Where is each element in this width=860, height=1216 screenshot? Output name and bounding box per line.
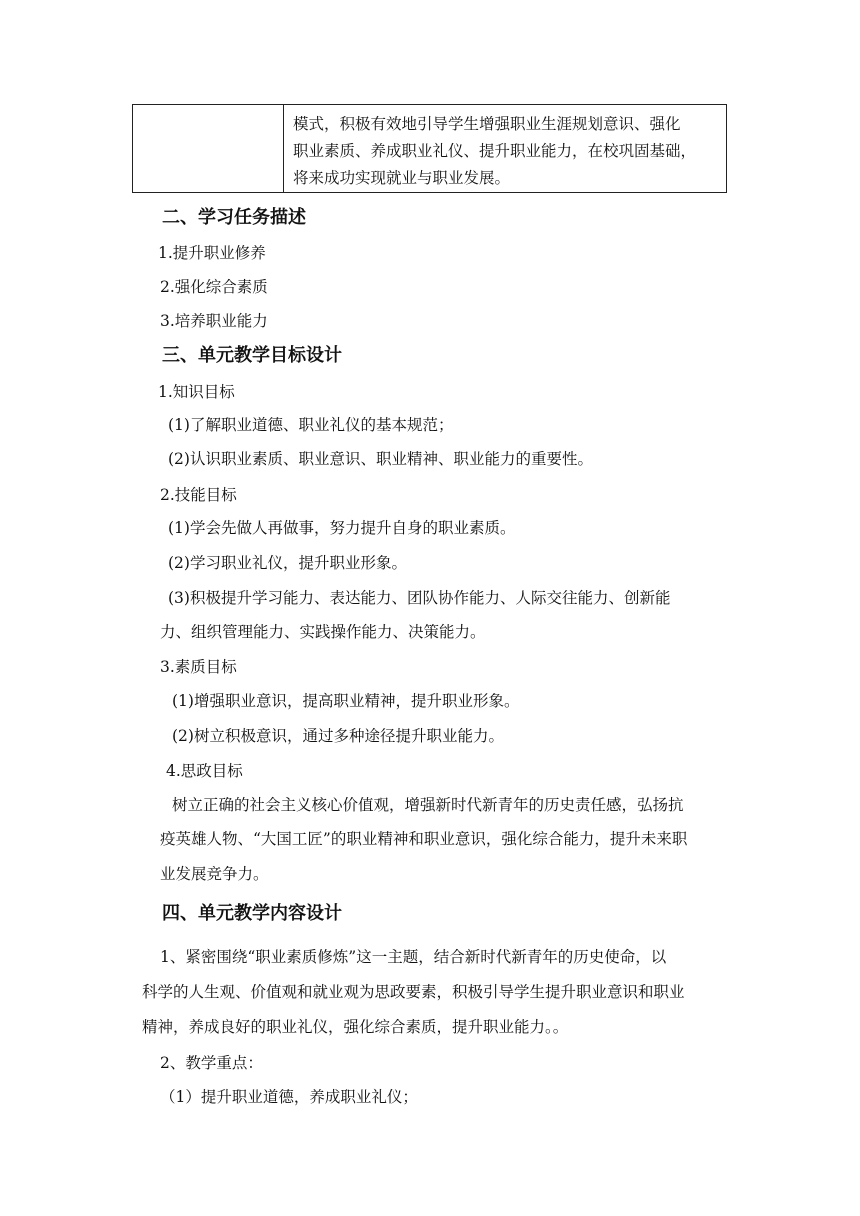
quality-goal-item-2: (2)树立积极意识，通过多种途径提升职业能力。: [172, 727, 504, 745]
table-cell-right: [284, 105, 727, 193]
teaching-focus-item-1: （1）提升职业道德，养成职业礼仪；: [160, 1088, 418, 1106]
continuation-table: [132, 104, 727, 193]
section-heading-content: 四、单元教学内容设计: [162, 903, 342, 924]
content-para-line-1: 1、紧密围绕“职业素质修炼”这一主题，结合新时代新青年的历史使命，以: [160, 948, 667, 966]
quality-goal-item-1: (1)增强职业意识，提高职业精神，提升职业形象。: [172, 692, 520, 710]
table-line-1: 模式，积极有效地引导学生增强职业生涯规划意识、强化: [293, 115, 681, 133]
table-line-3: 将来成功实现就业与职业发展。: [293, 169, 511, 187]
skill-goal-item-2: (2)学习职业礼仪，提升职业形象。: [168, 554, 407, 572]
teaching-focus-title: 2、教学重点：: [160, 1054, 263, 1072]
table-cell-left: [133, 105, 284, 193]
skill-goal-item-1: (1)学会先做人再做事，努力提升自身的职业素质。: [168, 519, 516, 537]
content-para-line-3: 精神，养成良好的职业礼仪，强化综合素质，提升职业能力。。: [142, 1018, 569, 1036]
skill-goal-item-3-cont: 力、组织管理能力、实践操作能力、决策能力。: [160, 623, 486, 641]
skill-goal-title: 2.技能目标: [160, 486, 237, 504]
ideology-goal-line-3: 业发展竞争力。: [160, 865, 269, 883]
ideology-goal-line-1: 树立正确的社会主义核心价值观，增强新时代新青年的历史责任感，弘扬抗: [172, 796, 684, 814]
knowledge-goal-title: 1.知识目标: [158, 383, 235, 401]
knowledge-goal-item-1: (1)了解职业道德、职业礼仪的基本规范；: [168, 416, 454, 434]
ideology-goal-title: 4.思政目标: [166, 762, 243, 780]
content-para-line-2: 科学的人生观、价值观和就业观为思政要素，积极引导学生提升职业意识和职业: [142, 983, 685, 1001]
section-heading-goals: 三、单元教学目标设计: [162, 345, 342, 366]
skill-goal-item-3: (3)积极提升学习能力、表达能力、团队协作能力、人际交往能力、创新能: [168, 589, 671, 607]
table-line-2: 职业素质、养成职业礼仪、提升职业能力，在校巩固基础，: [293, 142, 697, 160]
task-item-3: 3.培养职业能力: [160, 312, 268, 330]
ideology-goal-line-2: 疫英雄人物、“大国工匠”的职业精神和职业意识，强化综合能力，提升未来职: [160, 830, 688, 848]
knowledge-goal-item-2: (2)认识职业素质、职业意识、职业精神、职业能力的重要性。: [168, 450, 593, 468]
task-item-2: 2.强化综合素质: [160, 278, 268, 296]
quality-goal-title: 3.素质目标: [160, 658, 237, 676]
task-item-1: 1.提升职业修养: [158, 244, 266, 262]
section-heading-task: 二、学习任务描述: [162, 207, 306, 228]
